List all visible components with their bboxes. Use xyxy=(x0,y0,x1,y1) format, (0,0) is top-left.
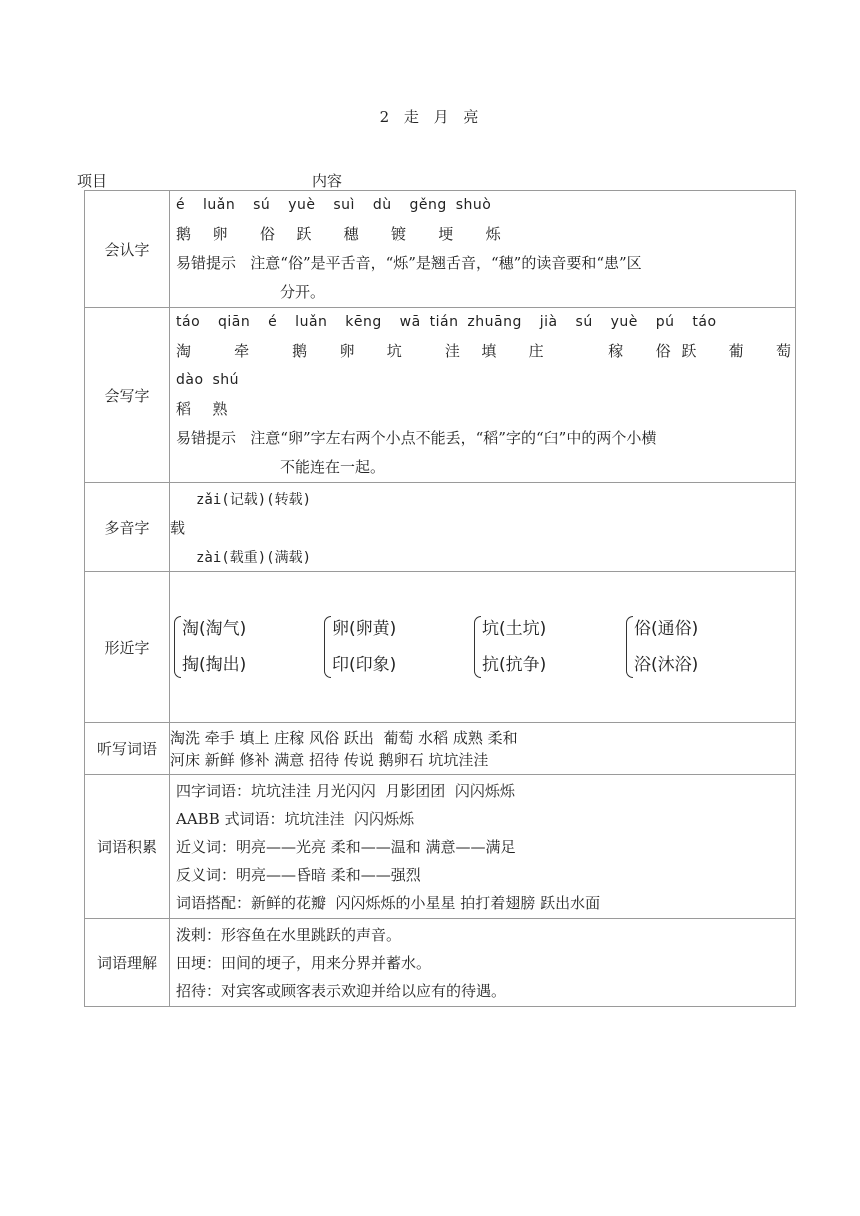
similar-word: 浴(沐浴) xyxy=(634,655,699,675)
row-label: 词语积累 xyxy=(85,775,170,919)
row-label: 会认字 xyxy=(85,191,170,308)
table-row xyxy=(85,919,796,1007)
brace-icon xyxy=(626,616,633,678)
brace-icon xyxy=(324,616,331,678)
row-content xyxy=(170,775,796,919)
table-row xyxy=(85,723,796,775)
vocab-line: AABB 式词语：坑坑洼洼 闪闪烁烁 xyxy=(176,809,415,828)
table-row xyxy=(85,775,796,919)
row-label: 形近字 xyxy=(85,572,170,723)
column-header-item: 项目 xyxy=(77,172,108,190)
tip-line: 分开。 xyxy=(280,283,326,301)
char-line: 稻 熟 xyxy=(176,400,228,418)
tip-line: 易错提示 注意“俗”是平舌音，“烁”是翘舌音，“穗”的读音要和“患”区 xyxy=(176,254,642,272)
row-content xyxy=(170,919,796,1007)
similar-word: 卵(卵黄) xyxy=(332,619,397,639)
similar-word: 掏(掏出) xyxy=(182,655,247,675)
row-label: 词语理解 xyxy=(85,919,170,1007)
row-content xyxy=(170,723,796,775)
table-row xyxy=(85,191,796,308)
vocab-line: 四字词语：坑坑洼洼 月光闪闪 月影团团 闪闪烁烁 xyxy=(176,781,515,800)
tip-line: 易错提示 注意“卵”字左右两个小点不能丢，“稻”字的“臼”中的两个小横 xyxy=(176,429,657,447)
row-label: 听写词语 xyxy=(85,723,170,775)
dictation-line: 河床 新鲜 修补 满意 招待 传说 鹅卵石 坑坑洼洼 xyxy=(170,750,489,769)
column-header-content: 内容 xyxy=(312,172,343,190)
row-content xyxy=(170,308,796,483)
brace-icon xyxy=(174,616,181,678)
similar-word: 坑(土坑) xyxy=(482,619,547,639)
row-content xyxy=(170,483,796,572)
vocab-line: 近义词：明亮——光亮 柔和——温和 满意——满足 xyxy=(176,837,516,856)
vocab-table xyxy=(84,190,796,1007)
vocab-line: 词语搭配：新鲜的花瓣 闪闪烁烁的小星星 拍打着翅膀 跃出水面 xyxy=(176,893,601,912)
pinyin-line: é luǎn sú yuè suì dù gěng shuò xyxy=(176,197,492,213)
similar-word: 印(印象) xyxy=(332,655,397,675)
similar-word: 抗(抗争) xyxy=(482,655,547,675)
vocab-line: 反义词：明亮——昏暗 柔和——强烈 xyxy=(176,865,421,884)
row-content xyxy=(170,572,796,723)
row-content xyxy=(170,191,796,308)
table-row xyxy=(85,483,796,572)
page-title: 2 走 月 亮 xyxy=(379,108,481,126)
polyphonic-char: 载 xyxy=(170,519,186,537)
similar-word: 俗(通俗) xyxy=(634,619,699,639)
pinyin-line: dào shú xyxy=(176,372,240,388)
char-line: 淘 牵 鹅 卵 坑 洼 填 庄 稼 俗 跃 葡 萄 xyxy=(176,342,791,360)
tip-line: 不能连在一起。 xyxy=(280,458,386,476)
table-row xyxy=(85,308,796,483)
row-label: 会写字 xyxy=(85,308,170,483)
definition-line: 田埂：田间的埂子，用来分界并蓄水。 xyxy=(176,953,432,972)
similar-word: 淘(淘气) xyxy=(182,619,247,639)
dictation-line: 淘洗 牵手 填上 庄稼 风俗 跃出 葡萄 水稻 成熟 柔和 xyxy=(170,728,518,747)
char-line: 鹅 卵 俗 跃 穗 镀 埂 烁 xyxy=(176,225,501,243)
table-row xyxy=(85,572,796,723)
row-label: 多音字 xyxy=(85,483,170,572)
pinyin-line: táo qiān é luǎn kēng wā tián zhuāng jià sú yuè pú táo xyxy=(176,314,717,330)
definition-line: 招待：对宾客或顾客表示欢迎并给以应有的待遇。 xyxy=(176,981,507,1000)
reading-1: zǎi(记载)(转载) xyxy=(196,492,312,508)
brace-icon xyxy=(474,616,481,678)
definition-line: 泼剌：形容鱼在水里跳跃的声音。 xyxy=(176,925,402,944)
reading-2: zài(载重)(满载) xyxy=(196,550,312,566)
